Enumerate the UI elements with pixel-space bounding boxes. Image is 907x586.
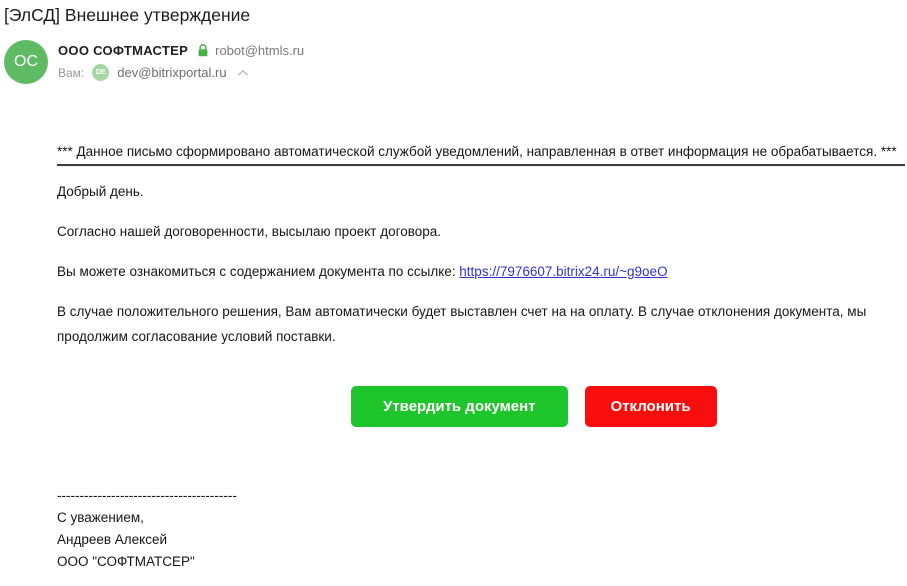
link-intro: Вы можете ознакомиться с содержанием документа по ссылке: bbox=[57, 264, 456, 279]
sender-avatar bbox=[4, 40, 48, 84]
sender-avatar-initials: ОС bbox=[14, 53, 38, 70]
email-view bbox=[0, 5, 907, 573]
signature-divider: ---------------------------------------- bbox=[57, 488, 237, 503]
lock-icon bbox=[197, 44, 209, 57]
header-info bbox=[58, 40, 304, 84]
document-link[interactable]: https://7976607.bitrix24.ru/~g9oeO bbox=[459, 264, 668, 279]
approve-document-button[interactable]: Утвердить документ bbox=[351, 386, 568, 427]
paragraph-decision: В случае положительного решения, Вам автоматически будет выставлен счет на на оплату. В случае отклонения документа, мы продолжим согласование условий поставки. bbox=[57, 304, 867, 344]
notice-divider bbox=[57, 164, 905, 167]
signature-name: Андреев Алексей bbox=[57, 532, 168, 547]
signature bbox=[57, 485, 905, 573]
action-buttons bbox=[351, 386, 905, 427]
paragraph-agreement: Согласно нашей договоренности, высылаю проект договора. bbox=[57, 224, 442, 239]
email-body bbox=[57, 139, 905, 573]
sender-name: ООО СОФТМАСТЕР bbox=[58, 43, 189, 58]
signature-company: ООО "СОФТМАТСЕР" bbox=[57, 554, 195, 569]
decline-button[interactable]: Отклонить bbox=[585, 386, 717, 427]
chevron-up-icon[interactable] bbox=[237, 69, 249, 77]
to-label: Вам: bbox=[58, 65, 85, 80]
email-subject: [ЭлСД] Внешнее утверждение bbox=[4, 5, 251, 25]
sender-email: robot@htmls.ru bbox=[215, 43, 305, 58]
recipient-avatar bbox=[92, 64, 109, 81]
greeting: Добрый день. bbox=[57, 184, 144, 199]
paragraph-link bbox=[57, 259, 905, 284]
auto-notice: *** Данное письмо сформировано автоматической службой уведомлений, направленная в ответ информация не обрабатывается. *** bbox=[57, 144, 897, 159]
recipient-email: dev@bitrixportal.ru bbox=[117, 65, 227, 80]
sender-row bbox=[58, 43, 304, 58]
signature-regards: С уважением, bbox=[57, 510, 144, 525]
email-header bbox=[4, 40, 907, 84]
recipient-row bbox=[58, 64, 304, 81]
recipient-avatar-initials: DE bbox=[95, 69, 106, 76]
